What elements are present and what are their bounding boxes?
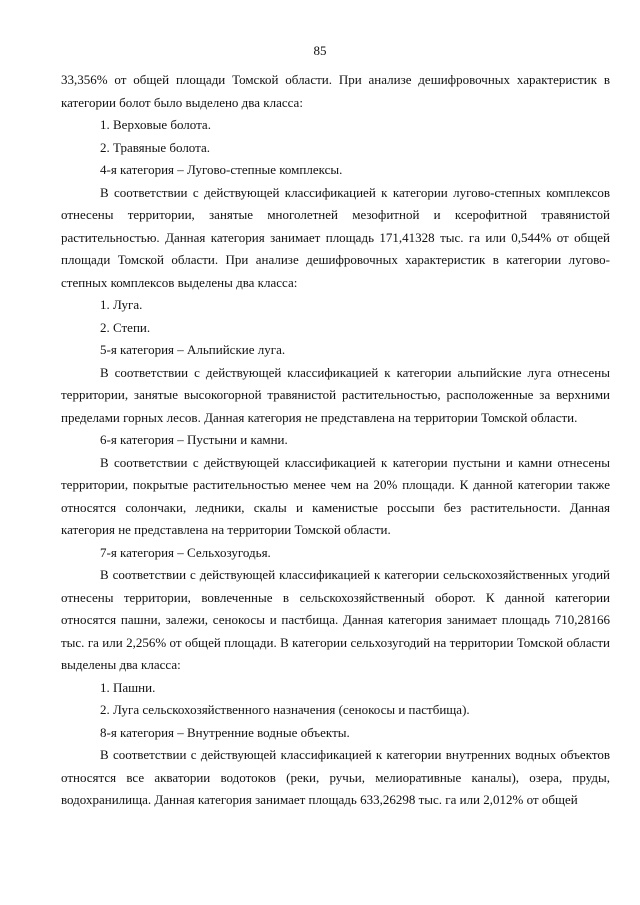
list-item: 1. Верховые болота. bbox=[100, 117, 211, 132]
list-item: 1. Пашни. bbox=[100, 679, 156, 695]
paragraph: 33,356% от общей площади Томской области. При анализе дешифровочных характеристик в категории болот было выделено два класса: bbox=[61, 72, 610, 110]
category-heading: 8-я категория – Внутренние водные объекты. bbox=[100, 724, 350, 740]
paragraph: В соответствии с действующей классификацией к категории альпийские луга отнесены территории, занятые высокогорной травянистой растительностью, расположенные за верхними пределами горных лесов. Данная категория не представлена на территории Томской области. bbox=[61, 364, 610, 425]
body-text bbox=[61, 69, 610, 812]
paragraph: В соответствии с действующей классификацией к категории лугово-степных комплексов отнесены территории, занятые многолетней мезофитной и ксерофитной травянистой растительностью. Данная категория занимает площадь 171,41328 тыс. га или 0,544% от общей площади Томской области. При анализе дешифровочных характеристик в категории лугово-степных комплексов выделены два класса: bbox=[61, 184, 610, 290]
paragraph: В соответствии с действующей классификацией к категории пустыни и камни отнесены территории, покрытые растительностью менее чем на 20% площади. К данной категории также относятся солончаки, ледники, скалы и каменистые россыпи без растительности. Данная категория не представлена на территории Томской области. bbox=[61, 454, 610, 537]
category-heading: 4-я категория – Лугово-степные комплексы. bbox=[100, 162, 343, 177]
paragraph: В соответствии с действующей классификацией к категории внутренних водных объектов относятся все акватории водотоков (реки, ручьи, мелиоративные каналы), озера, пруды, водохранилища. Данная категория занимает площадь 633,26298 тыс. га или 2,012% от общей bbox=[61, 747, 610, 807]
list-item: 2. Травяные болота. bbox=[100, 139, 210, 155]
category-heading: 6-я категория – Пустыни и камни. bbox=[100, 432, 288, 447]
list-item: 1. Луга. bbox=[100, 297, 143, 312]
category-heading: 7-я категория – Сельхозугодья. bbox=[100, 544, 271, 560]
category-heading: 5-я категория – Альпийские луга. bbox=[100, 342, 286, 357]
list-item: 2. Луга сельскохозяйственного назначения (сенокосы и пастбища). bbox=[100, 702, 470, 717]
list-item: 2. Степи. bbox=[100, 319, 151, 335]
page-number: 85 bbox=[313, 43, 327, 58]
paragraph: В соответствии с действующей классификацией к категории сельскохозяйственных угодий отнесены территории, вовлеченные в сельскохозяйственный оборот. К данной категории относятся пашни, залежи, сенокосы и пастбища. Данная категория занимает площадь 710,28166 тыс. га или 2,256% от общей площади. В категории сельхозугодий на территории Томской области выделены два класса: bbox=[61, 567, 610, 672]
